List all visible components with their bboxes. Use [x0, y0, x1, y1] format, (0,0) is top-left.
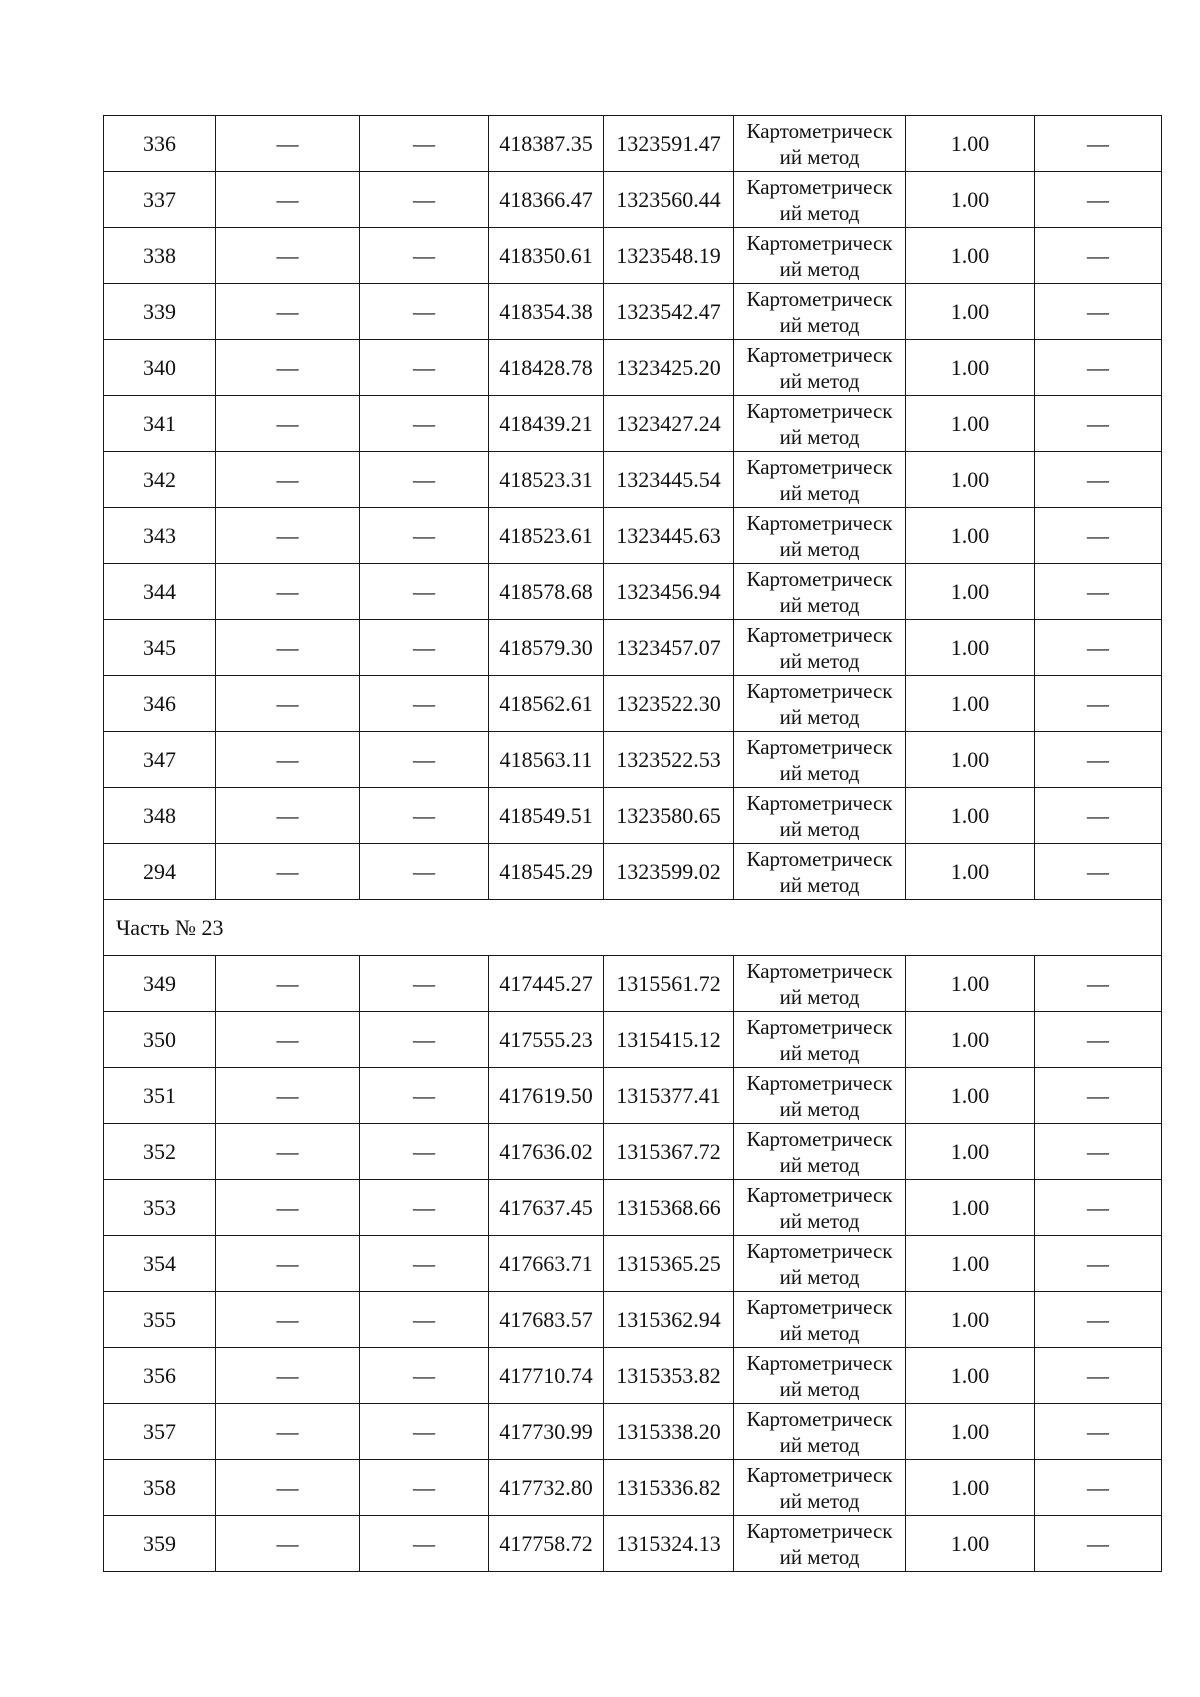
method-text: Картометрический метод: [746, 678, 893, 729]
accuracy-cell: 1.00: [906, 844, 1035, 900]
y-coordinate-cell: 1315324.13: [604, 1516, 734, 1572]
y-coordinate-cell: 1323560.44: [604, 172, 734, 228]
y-coordinate-cell: 1323457.07: [604, 620, 734, 676]
method-cell: [734, 844, 906, 900]
x-coordinate-cell: 417758.72: [489, 1516, 604, 1572]
point-cell: 354: [104, 1236, 216, 1292]
y-coordinate-cell: 1323445.54: [604, 452, 734, 508]
empty-value-cell: —: [216, 1348, 360, 1404]
x-coordinate-cell: 418428.78: [489, 340, 604, 396]
note-cell: —: [1035, 1012, 1162, 1068]
method-text: Картометрический метод: [746, 1462, 893, 1513]
method-text: Картометрический метод: [746, 1182, 893, 1233]
empty-value-cell: —: [360, 508, 489, 564]
point-cell: 337: [104, 172, 216, 228]
method-cell: [734, 284, 906, 340]
empty-value-cell: —: [360, 1012, 489, 1068]
note-cell: —: [1035, 564, 1162, 620]
empty-value-cell: —: [360, 284, 489, 340]
empty-value-cell: —: [216, 956, 360, 1012]
method-cell: [734, 508, 906, 564]
method-cell: [734, 1124, 906, 1180]
note-cell: —: [1035, 1068, 1162, 1124]
y-coordinate-cell: 1315365.25: [604, 1236, 734, 1292]
method-text: Картометрический метод: [746, 958, 893, 1009]
accuracy-cell: 1.00: [906, 564, 1035, 620]
section-row: [104, 900, 1162, 956]
point-cell: 344: [104, 564, 216, 620]
method-text: Картометрический метод: [746, 342, 893, 393]
point-cell: 359: [104, 1516, 216, 1572]
point-cell: 358: [104, 1460, 216, 1516]
method-cell: [734, 396, 906, 452]
empty-value-cell: —: [360, 1180, 489, 1236]
point-cell: 341: [104, 396, 216, 452]
empty-value-cell: —: [360, 1460, 489, 1516]
accuracy-cell: 1.00: [906, 1516, 1035, 1572]
note-cell: —: [1035, 396, 1162, 452]
y-coordinate-cell: 1323548.19: [604, 228, 734, 284]
accuracy-cell: 1.00: [906, 1180, 1035, 1236]
method-text: Картометрический метод: [746, 1294, 893, 1345]
table-row: [104, 116, 1162, 172]
accuracy-cell: 1.00: [906, 396, 1035, 452]
empty-value-cell: —: [216, 1068, 360, 1124]
x-coordinate-cell: 418354.38: [489, 284, 604, 340]
note-cell: —: [1035, 508, 1162, 564]
method-text: Картометрический метод: [746, 734, 893, 785]
method-text: Картометрический метод: [746, 398, 893, 449]
empty-value-cell: —: [216, 1460, 360, 1516]
point-cell: 346: [104, 676, 216, 732]
accuracy-cell: 1.00: [906, 1124, 1035, 1180]
y-coordinate-cell: 1315377.41: [604, 1068, 734, 1124]
point-cell: 350: [104, 1012, 216, 1068]
note-cell: —: [1035, 620, 1162, 676]
accuracy-cell: 1.00: [906, 956, 1035, 1012]
x-coordinate-cell: 418366.47: [489, 172, 604, 228]
method-cell: [734, 1292, 906, 1348]
empty-value-cell: —: [360, 116, 489, 172]
method-text: Картометрический метод: [746, 454, 893, 505]
point-cell: 340: [104, 340, 216, 396]
point-cell: 345: [104, 620, 216, 676]
empty-value-cell: —: [216, 172, 360, 228]
method-cell: [734, 1180, 906, 1236]
method-text: Картометрический метод: [746, 510, 893, 561]
y-coordinate-cell: 1323427.24: [604, 396, 734, 452]
point-cell: 349: [104, 956, 216, 1012]
point-cell: 339: [104, 284, 216, 340]
x-coordinate-cell: 418387.35: [489, 116, 604, 172]
method-text: Картометрический метод: [746, 566, 893, 617]
empty-value-cell: —: [360, 1516, 489, 1572]
y-coordinate-cell: 1315336.82: [604, 1460, 734, 1516]
method-text: Картометрический метод: [746, 846, 893, 897]
note-cell: —: [1035, 1124, 1162, 1180]
accuracy-cell: 1.00: [906, 452, 1035, 508]
note-cell: —: [1035, 172, 1162, 228]
empty-value-cell: —: [360, 1404, 489, 1460]
table-row: [104, 1068, 1162, 1124]
table-row: [104, 172, 1162, 228]
empty-value-cell: —: [360, 1124, 489, 1180]
point-cell: 336: [104, 116, 216, 172]
method-cell: [734, 116, 906, 172]
accuracy-cell: 1.00: [906, 340, 1035, 396]
y-coordinate-cell: 1323542.47: [604, 284, 734, 340]
accuracy-cell: 1.00: [906, 1236, 1035, 1292]
y-coordinate-cell: 1323591.47: [604, 116, 734, 172]
y-coordinate-cell: 1323599.02: [604, 844, 734, 900]
method-cell: [734, 1236, 906, 1292]
point-cell: 342: [104, 452, 216, 508]
accuracy-cell: 1.00: [906, 676, 1035, 732]
empty-value-cell: —: [360, 844, 489, 900]
accuracy-cell: 1.00: [906, 172, 1035, 228]
empty-value-cell: —: [216, 452, 360, 508]
empty-value-cell: —: [360, 788, 489, 844]
point-cell: 352: [104, 1124, 216, 1180]
x-coordinate-cell: 418523.61: [489, 508, 604, 564]
method-text: Картометрический метод: [746, 174, 893, 225]
x-coordinate-cell: 417663.71: [489, 1236, 604, 1292]
table-row: [104, 1292, 1162, 1348]
x-coordinate-cell: 417445.27: [489, 956, 604, 1012]
empty-value-cell: —: [216, 1124, 360, 1180]
note-cell: —: [1035, 788, 1162, 844]
empty-value-cell: —: [360, 452, 489, 508]
empty-value-cell: —: [216, 1012, 360, 1068]
method-text: Картометрический метод: [746, 286, 893, 337]
accuracy-cell: 1.00: [906, 620, 1035, 676]
empty-value-cell: —: [360, 1068, 489, 1124]
x-coordinate-cell: 418562.61: [489, 676, 604, 732]
x-coordinate-cell: 417710.74: [489, 1348, 604, 1404]
y-coordinate-cell: 1323456.94: [604, 564, 734, 620]
method-cell: [734, 788, 906, 844]
table-row: [104, 1236, 1162, 1292]
method-cell: [734, 564, 906, 620]
point-cell: 343: [104, 508, 216, 564]
empty-value-cell: —: [360, 956, 489, 1012]
accuracy-cell: 1.00: [906, 1404, 1035, 1460]
table-row: [104, 956, 1162, 1012]
table-row: [104, 620, 1162, 676]
table-row: [104, 844, 1162, 900]
y-coordinate-cell: 1323425.20: [604, 340, 734, 396]
empty-value-cell: —: [216, 1404, 360, 1460]
y-coordinate-cell: 1323445.63: [604, 508, 734, 564]
method-cell: [734, 956, 906, 1012]
table-row: [104, 228, 1162, 284]
x-coordinate-cell: 418523.31: [489, 452, 604, 508]
point-cell: 356: [104, 1348, 216, 1404]
accuracy-cell: 1.00: [906, 788, 1035, 844]
note-cell: —: [1035, 284, 1162, 340]
x-coordinate-cell: 418578.68: [489, 564, 604, 620]
accuracy-cell: 1.00: [906, 1460, 1035, 1516]
empty-value-cell: —: [360, 620, 489, 676]
empty-value-cell: —: [360, 676, 489, 732]
y-coordinate-cell: 1315368.66: [604, 1180, 734, 1236]
empty-value-cell: —: [216, 1180, 360, 1236]
table-row: [104, 1348, 1162, 1404]
method-text: Картометрический метод: [746, 1518, 893, 1569]
method-text: Картометрический метод: [746, 1406, 893, 1457]
method-text: Картометрический метод: [746, 622, 893, 673]
table-row: [104, 732, 1162, 788]
empty-value-cell: —: [216, 732, 360, 788]
x-coordinate-cell: 417730.99: [489, 1404, 604, 1460]
note-cell: —: [1035, 1404, 1162, 1460]
y-coordinate-cell: 1323580.65: [604, 788, 734, 844]
table-row: [104, 340, 1162, 396]
x-coordinate-cell: 418579.30: [489, 620, 604, 676]
accuracy-cell: 1.00: [906, 508, 1035, 564]
table-row: [104, 1460, 1162, 1516]
empty-value-cell: —: [360, 564, 489, 620]
x-coordinate-cell: 418545.29: [489, 844, 604, 900]
method-cell: [734, 676, 906, 732]
note-cell: —: [1035, 844, 1162, 900]
x-coordinate-cell: 417636.02: [489, 1124, 604, 1180]
method-cell: [734, 172, 906, 228]
table-row: [104, 1404, 1162, 1460]
table-row: [104, 1124, 1162, 1180]
method-text: Картометрический метод: [746, 1014, 893, 1065]
method-cell: [734, 1516, 906, 1572]
accuracy-cell: 1.00: [906, 284, 1035, 340]
note-cell: —: [1035, 340, 1162, 396]
accuracy-cell: 1.00: [906, 116, 1035, 172]
y-coordinate-cell: 1315561.72: [604, 956, 734, 1012]
point-cell: 347: [104, 732, 216, 788]
note-cell: —: [1035, 1236, 1162, 1292]
method-cell: [734, 1460, 906, 1516]
empty-value-cell: —: [360, 732, 489, 788]
note-cell: —: [1035, 452, 1162, 508]
empty-value-cell: —: [216, 1516, 360, 1572]
method-cell: [734, 1404, 906, 1460]
y-coordinate-cell: 1315362.94: [604, 1292, 734, 1348]
x-coordinate-cell: 417619.50: [489, 1068, 604, 1124]
y-coordinate-cell: 1323522.30: [604, 676, 734, 732]
empty-value-cell: —: [216, 620, 360, 676]
table-row: [104, 564, 1162, 620]
y-coordinate-cell: 1315367.72: [604, 1124, 734, 1180]
y-coordinate-cell: 1315415.12: [604, 1012, 734, 1068]
accuracy-cell: 1.00: [906, 1012, 1035, 1068]
note-cell: —: [1035, 228, 1162, 284]
note-cell: —: [1035, 956, 1162, 1012]
table-row: [104, 452, 1162, 508]
table-row: [104, 1012, 1162, 1068]
method-cell: [734, 1012, 906, 1068]
method-text: Картометрический метод: [746, 1350, 893, 1401]
empty-value-cell: —: [216, 788, 360, 844]
empty-value-cell: —: [216, 116, 360, 172]
method-text: Картометрический метод: [746, 1238, 893, 1289]
point-cell: 351: [104, 1068, 216, 1124]
method-cell: [734, 340, 906, 396]
method-cell: [734, 228, 906, 284]
section-label: Часть № 23: [104, 900, 1162, 956]
table-row: [104, 508, 1162, 564]
table-row: [104, 1516, 1162, 1572]
x-coordinate-cell: 417683.57: [489, 1292, 604, 1348]
table-row: [104, 284, 1162, 340]
accuracy-cell: 1.00: [906, 732, 1035, 788]
note-cell: —: [1035, 1292, 1162, 1348]
y-coordinate-cell: 1315353.82: [604, 1348, 734, 1404]
method-text: Картометрический метод: [746, 790, 893, 841]
empty-value-cell: —: [216, 844, 360, 900]
x-coordinate-cell: 417732.80: [489, 1460, 604, 1516]
table-body: [104, 116, 1162, 1572]
note-cell: —: [1035, 1460, 1162, 1516]
empty-value-cell: —: [216, 228, 360, 284]
x-coordinate-cell: 417555.23: [489, 1012, 604, 1068]
method-text: Картометрический метод: [746, 1070, 893, 1121]
x-coordinate-cell: 417637.45: [489, 1180, 604, 1236]
empty-value-cell: —: [216, 284, 360, 340]
accuracy-cell: 1.00: [906, 228, 1035, 284]
accuracy-cell: 1.00: [906, 1068, 1035, 1124]
note-cell: —: [1035, 1516, 1162, 1572]
point-cell: 357: [104, 1404, 216, 1460]
point-cell: 353: [104, 1180, 216, 1236]
empty-value-cell: —: [216, 1236, 360, 1292]
x-coordinate-cell: 418350.61: [489, 228, 604, 284]
empty-value-cell: —: [360, 1236, 489, 1292]
x-coordinate-cell: 418549.51: [489, 788, 604, 844]
y-coordinate-cell: 1315338.20: [604, 1404, 734, 1460]
empty-value-cell: —: [360, 1292, 489, 1348]
note-cell: —: [1035, 676, 1162, 732]
method-text: Картометрический метод: [746, 1126, 893, 1177]
note-cell: —: [1035, 1180, 1162, 1236]
empty-value-cell: —: [360, 228, 489, 284]
method-cell: [734, 732, 906, 788]
point-cell: 294: [104, 844, 216, 900]
coordinates-table: [103, 115, 1162, 1572]
method-text: Картометрический метод: [746, 230, 893, 281]
note-cell: —: [1035, 732, 1162, 788]
y-coordinate-cell: 1323522.53: [604, 732, 734, 788]
point-cell: 348: [104, 788, 216, 844]
x-coordinate-cell: 418563.11: [489, 732, 604, 788]
point-cell: 338: [104, 228, 216, 284]
method-cell: [734, 1068, 906, 1124]
empty-value-cell: —: [360, 396, 489, 452]
method-cell: [734, 452, 906, 508]
method-cell: [734, 620, 906, 676]
empty-value-cell: —: [216, 508, 360, 564]
table-row: [104, 396, 1162, 452]
empty-value-cell: —: [360, 172, 489, 228]
table-row: [104, 676, 1162, 732]
accuracy-cell: 1.00: [906, 1292, 1035, 1348]
method-text: Картометрический метод: [746, 118, 893, 169]
empty-value-cell: —: [216, 676, 360, 732]
table-row: [104, 788, 1162, 844]
empty-value-cell: —: [360, 1348, 489, 1404]
empty-value-cell: —: [216, 1292, 360, 1348]
note-cell: —: [1035, 116, 1162, 172]
point-cell: 355: [104, 1292, 216, 1348]
empty-value-cell: —: [360, 340, 489, 396]
note-cell: —: [1035, 1348, 1162, 1404]
empty-value-cell: —: [216, 396, 360, 452]
empty-value-cell: —: [216, 340, 360, 396]
accuracy-cell: 1.00: [906, 1348, 1035, 1404]
empty-value-cell: —: [216, 564, 360, 620]
x-coordinate-cell: 418439.21: [489, 396, 604, 452]
method-cell: [734, 1348, 906, 1404]
table-row: [104, 1180, 1162, 1236]
